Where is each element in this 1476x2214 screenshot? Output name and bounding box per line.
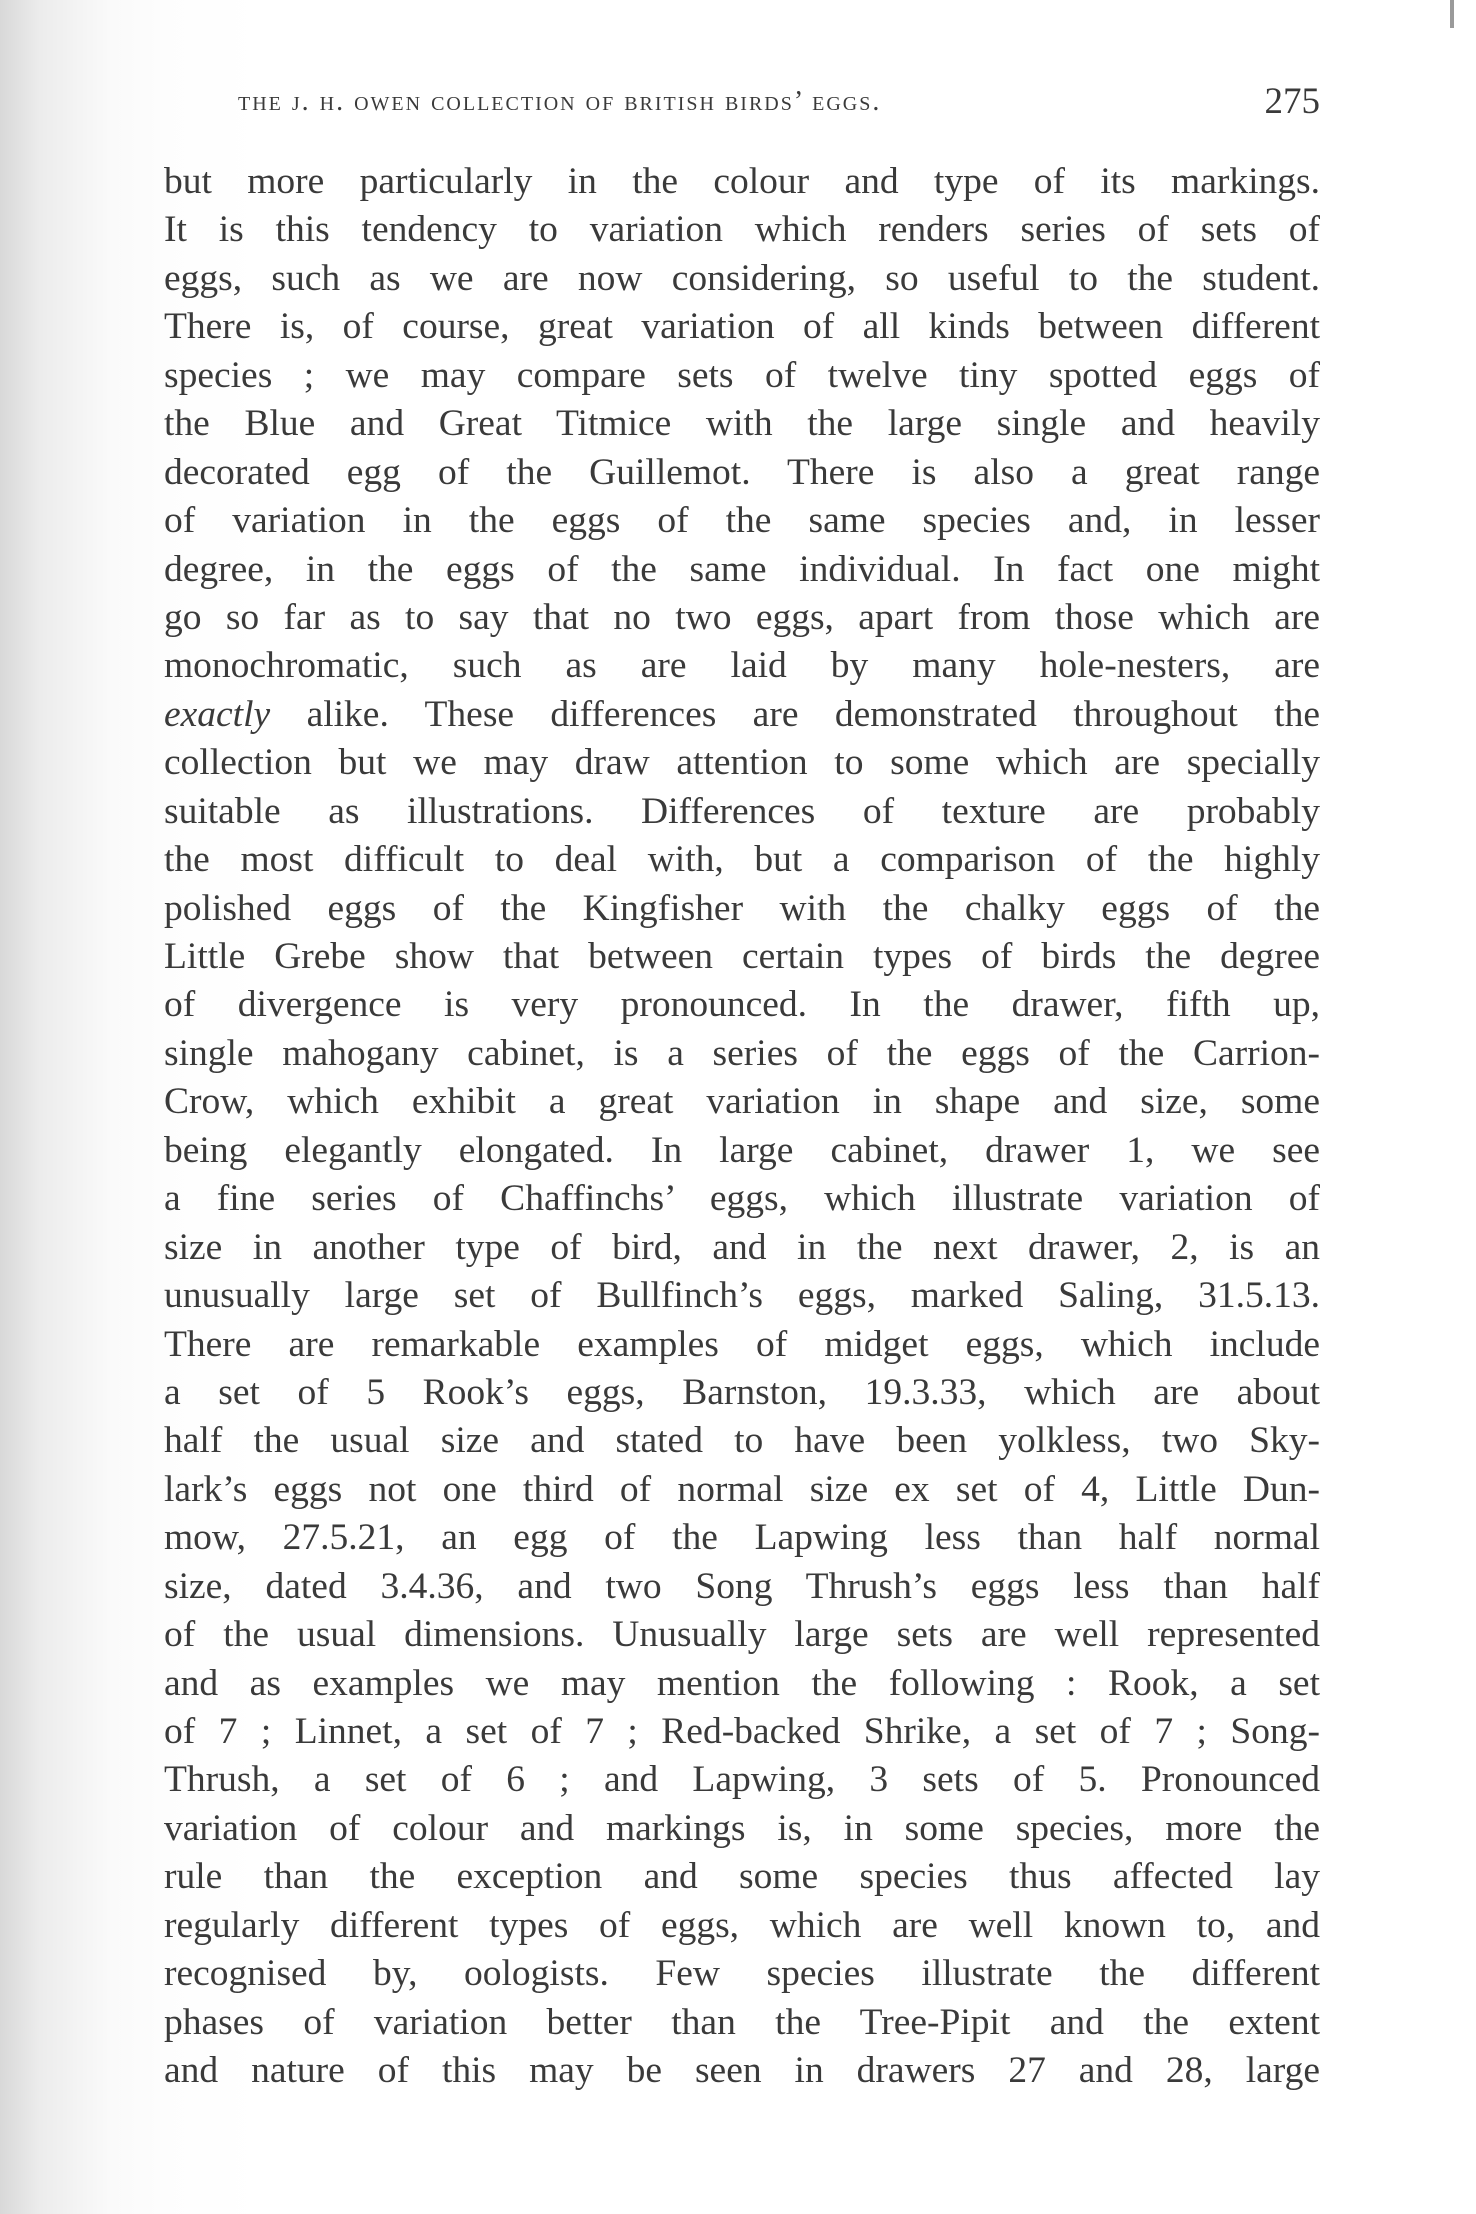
text-line: phases of variation better than the Tree-Pipit and the extent [164, 2001, 1320, 2043]
text-line: collection but we may draw attention to some which are specially [164, 742, 1320, 784]
text-line: the Blue and Great Titmice with the large single and heavily [164, 403, 1320, 445]
text-line: species ; we may compare sets of twelve tiny spotted eggs of [164, 354, 1320, 396]
text-line: size in another type of bird, and in the next drawer, 2, is an [164, 1226, 1320, 1268]
emphasis-word: exactly [164, 693, 271, 735]
text-line: the most difficult to deal with, but a comparison of the highly [164, 839, 1320, 881]
text-line: eggs, such as we are now considering, so useful to the student. [164, 257, 1320, 299]
text-line: go so far as to say that no two eggs, apart from those which are [164, 596, 1320, 638]
text-line: of the usual dimensions. Unusually large sets are well represented [164, 1614, 1320, 1656]
text-line: regularly different types of eggs, which are well known to, and [164, 1904, 1320, 1946]
running-head [238, 81, 1320, 126]
text-line-with-emphasis [164, 691, 1320, 739]
text-line: monochromatic, such as are laid by many hole-nesters, are [164, 645, 1320, 687]
text-line: being elegantly elongated. In large cabinet, drawer 1, we see [164, 1129, 1320, 1171]
text-line: There is, of course, great variation of all kinds between different [164, 306, 1320, 348]
text-line: decorated egg of the Guillemot. There is also a great range [164, 451, 1320, 493]
scan-edge-mark [1450, 0, 1454, 28]
text-line: single mahogany cabinet, is a series of the eggs of the Carrion- [164, 1032, 1320, 1074]
text-line: suitable as illustrations. Differences of texture are probably [164, 790, 1320, 832]
text-line: mow, 27.5.21, an egg of the Lapwing less than half normal [164, 1517, 1320, 1559]
body-paragraph [164, 158, 1320, 2096]
text-line: Little Grebe show that between certain types of birds the degree [164, 936, 1320, 977]
page-number: 275 [1264, 81, 1320, 122]
text-line: a fine series of Chaffinchs’ eggs, which illustrate variation of [164, 1178, 1320, 1220]
text-line: rule than the exception and some species thus affected lay [164, 1856, 1320, 1898]
text-line: of 7 ; Linnet, a set of 7 ; Red-backed Shrike, a set of 7 ; Song- [164, 1711, 1320, 1752]
text-line: of divergence is very pronounced. In the drawer, fifth up, [164, 984, 1320, 1026]
text-line: Crow, which exhibit a great variation in shape and size, some [164, 1081, 1320, 1123]
text-line: lark’s eggs not one third of normal size ex set of 4, Little Dun- [164, 1468, 1320, 1510]
running-title: the j. h. owen collection of british birds’ eggs. [238, 86, 882, 117]
text-line: and nature of this may be seen in drawers 27 and 28, large [164, 2050, 1320, 2092]
text-line: of variation in the eggs of the same species and, in lesser [164, 500, 1320, 542]
text-line: a set of 5 Rook’s eggs, Barnston, 19.3.33, which are about [164, 1371, 1320, 1413]
text-line: unusually large set of Bullfinch’s eggs, marked Saling, 31.5.13. [164, 1275, 1320, 1317]
text-line: degree, in the eggs of the same individual. In fact one might [164, 548, 1320, 590]
text-line: There are remarkable examples of midget eggs, which include [164, 1323, 1320, 1365]
text-line: half the usual size and stated to have been yolkless, two Sky- [164, 1420, 1320, 1462]
text-line: size, dated 3.4.36, and two Song Thrush’s eggs less than half [164, 1565, 1320, 1607]
text-line-rest: alike. These differences are demonstrated throughout the [306, 693, 1320, 735]
text-line: polished eggs of the Kingfisher with the chalky eggs of the [164, 887, 1320, 929]
text-line: It is this tendency to variation which renders series of sets of [164, 209, 1320, 251]
text-line: recognised by, oologists. Few species illustrate the different [164, 1953, 1320, 1995]
text-line: but more particularly in the colour and type of its markings. [164, 161, 1320, 202]
text-line: Thrush, a set of 6 ; and Lapwing, 3 sets of 5. Pronounced [164, 1759, 1320, 1801]
text-line: variation of colour and markings is, in some species, more the [164, 1807, 1320, 1849]
text-line: and as examples we may mention the following : Rook, a set [164, 1662, 1320, 1704]
